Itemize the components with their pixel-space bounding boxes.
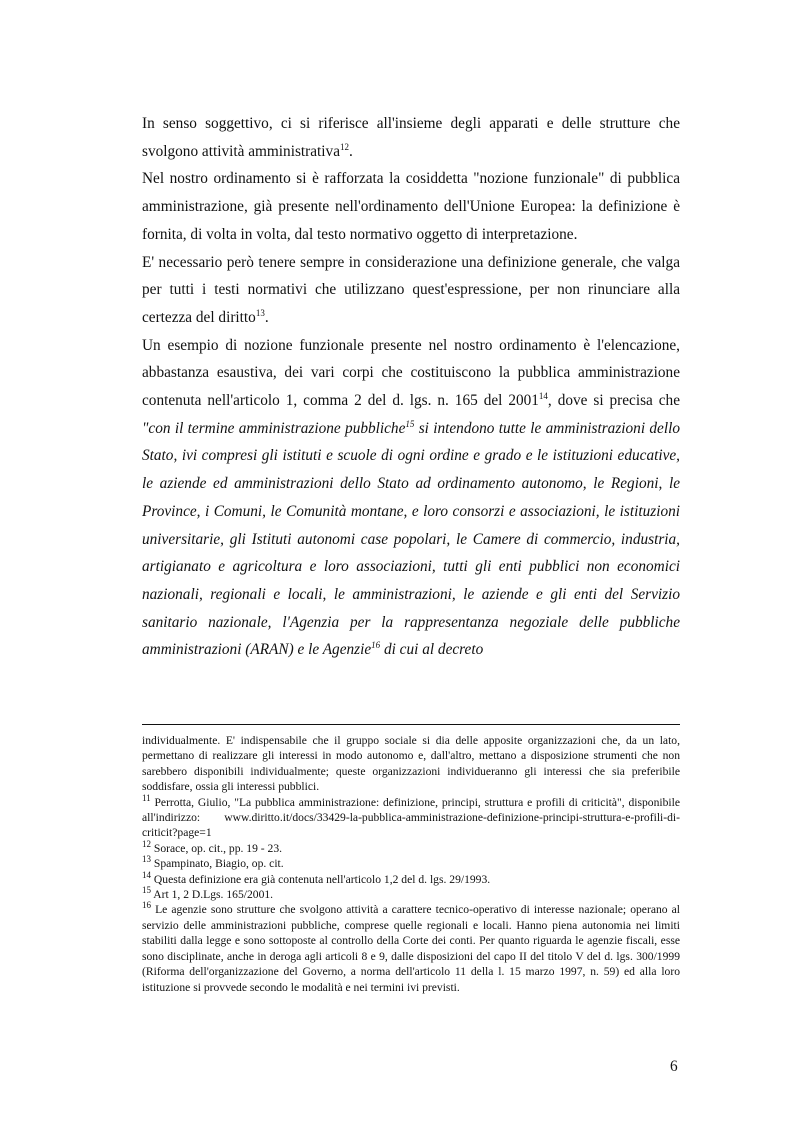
paragraph-1-text: In senso soggettivo, ci si riferisce all'insieme degli apparati e delle strutture che svolgono attività amministrativa [142,115,680,160]
footnote-ref-14: 14 [538,390,548,401]
footnote-text: Le agenzie sono strutture che svolgono attività a carattere tecnico-operativo di interesse nazionale; operano al servizio delle amministrazioni pubbliche, comprese quelle regionali e locali. Hanno piena autonomia nei limiti stabiliti dalla legge e sono sottoposte al controllo della Corte dei conti. Per quanto riguarda le agenzie fiscali, esse sono disciplinate, anche in deroga agli articoli 8 e 9, dalle disposizioni del capo II del titolo V del d. lgs. 300/1999 (Riforma dell'organizzazione del Governo, a norma dell'articolo 11 della l. 15 marzo 1997, n. 59) ed alla loro istituzione si provvede secondo le modalità e nei termini ivi previsti. [142,903,680,994]
paragraph-2: Nel nostro ordinamento si è rafforzata la cosiddetta "nozione funzionale" di pubblica amministrazione, già presente nell'ordinamento dell'Unione Europea: la definizione è fornita, di volta in volta, dal testo normativo oggetto di interpretazione. [142,170,680,243]
footnote-text: Sorace, op. cit., pp. 19 - 23. [151,841,283,855]
footnotes [142,733,680,995]
footnote-number: 14 [142,869,151,880]
footnote-13 [142,856,680,871]
footnote-11 [142,792,680,841]
footnote-text: Art 1, 2 D.Lgs. 165/2001. [151,888,274,902]
footnote-ref-16: 16 [371,640,381,651]
footnote-text: Questa definizione era già contenuta nell'articolo 1,2 del d. lgs. 29/1993. [151,872,491,886]
footnote-number: 11 [142,792,151,803]
footnote-separator [142,724,680,725]
footnote-number: 13 [142,854,151,865]
quote-start: "con il termine amministrazione pubbliche [142,419,406,437]
footnote-number: 12 [142,838,151,849]
footnote-text: Spampinato, Biagio, op. cit. [151,857,284,871]
paragraph-3 [142,249,680,332]
main-text [142,110,680,664]
footnote-ref-13: 13 [255,307,265,318]
page-number: 6 [670,1058,678,1075]
paragraph-3-text: E' necessario però tenere sempre in considerazione una definizione generale, che valga per tutti i testi normativi che utilizzano quest'espressione, per non rinunciare alla certezza del diritto [142,253,680,326]
footnote-12 [142,838,680,856]
paragraph-4-text-b: , dove si precisa che [547,392,680,410]
quote-body: si intendono tutte le amministrazioni dello Stato, ivi compresi gli istituti e scuole di ogni ordine e grado e le istituzioni educative, le aziende ed amministrazioni dello Stato ad ordinamento autonomo, le Regioni, le Province, i Comuni, le Comunità montane, e loro consorzi e associazioni, le istituzioni universitarie, gli Istituti autonomi case popolari, le Camere di commercio, industria, artigianato e agricoltura e loro associazioni, tutti gli enti pubblici non economici nazionali, regionali e locali, le amministrazioni, le aziende e gli enti del Servizio sanitario nazionale, l'Agenzia per la rappresentanza negoziale delle pubbliche amministrazioni (ARAN) e le Agenzie [142,419,680,659]
footnote-14 [142,869,680,887]
footnote-ref-15: 15 [405,418,415,429]
paragraph-4-text-a: Un esempio di nozione funzionale presente nel nostro ordinamento è l'elencazione, abbastanza esaustiva, dei vari corpi che costituiscono la pubblica amministrazione contenuta nell'articolo 1, comma 2 del d. lgs. n. 165 del 2001 [142,336,680,410]
paragraph-1-end: . [348,142,353,160]
footnote-number: 16 [142,900,151,911]
footnote-continuation: individualmente. E' indispensabile che il gruppo sociale si dia delle apposite organizzazioni che, da un lato, permettano di realizzare gli interessi in modo autonomo e, dall'altro, mettano a disposizione strumenti che non sarebbero disponibili individualmente; queste organizzazioni individueranno gli interessi che sia preferibile soddisfare, ossia gli interessi pubblici. [142,734,680,794]
footnote-15 [142,887,680,902]
quote-end: di cui al decreto [380,641,484,659]
footnote-number: 15 [142,885,151,896]
paragraph-1 [142,110,680,165]
footnote-ref-12: 12 [339,141,349,152]
paragraph-3-end: . [264,308,269,326]
footnote-text: Perrotta, Giulio, "La pubblica amministrazione: definizione, principi, struttura e profili di criticità", disponibile all'indirizzo: www.diritto.it/docs/33429-la-pubblica-amministrazione-definizione-principi-struttura-e-profili-di-criticit?page=1 [142,795,680,840]
paragraph-4 [142,332,680,664]
footnote-16 [142,902,680,994]
